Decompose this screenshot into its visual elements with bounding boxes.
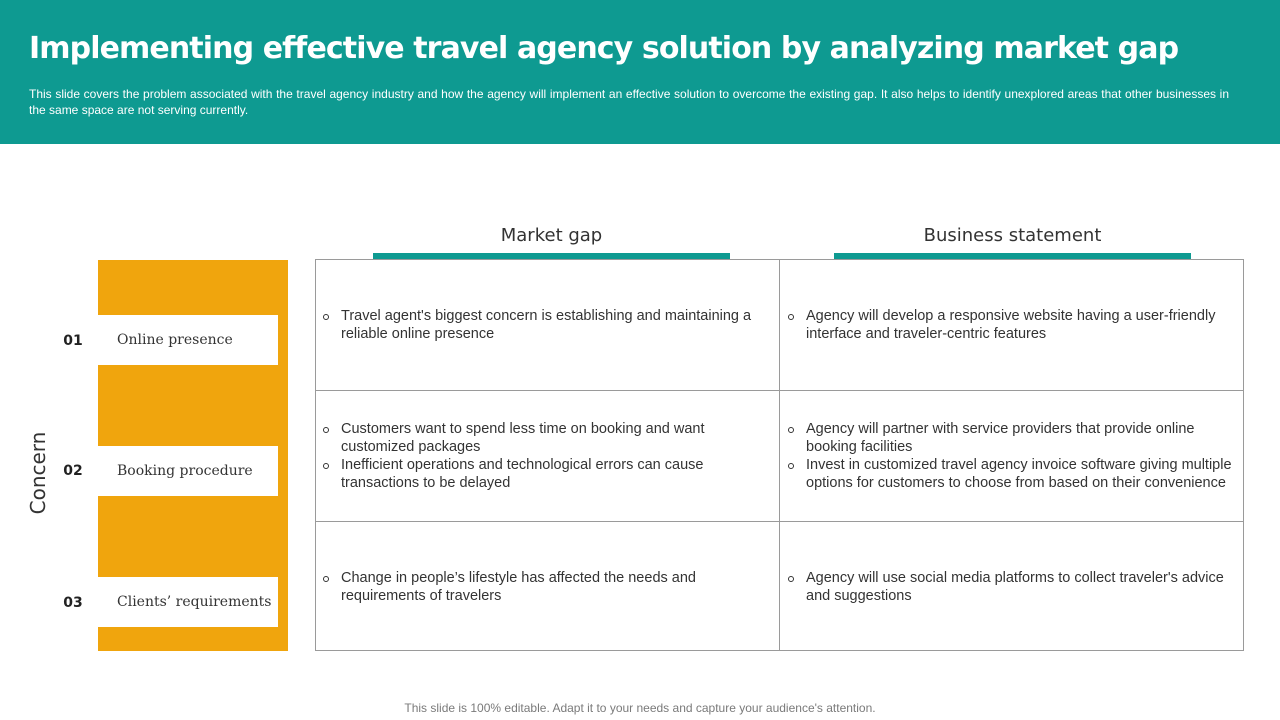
bullet-item: Change in people’s lifestyle has affected the needs and requirements of travelers <box>315 569 759 605</box>
business-statement-cell-2 <box>780 420 1238 492</box>
business-statement-cell-3 <box>780 569 1224 605</box>
market-gap-cell-1 <box>315 307 759 343</box>
bullet-item: Invest in customized travel agency invoice software giving multiple options for customers to choose from based on their convenience <box>780 456 1238 492</box>
bullet-item: Customers want to spend less time on booking and want customized packages <box>315 420 759 456</box>
bullet-item: Agency will partner with service providers that provide online booking facilities <box>780 420 1238 456</box>
page-subtitle: This slide covers the problem associated with the travel agency industry and how the agency will implement an effective solution to overcome the existing gap. It also helps to identify unexplored areas that other businesses in the same space are not serving currently. <box>29 87 1229 117</box>
row-number-02: 02 <box>63 463 83 479</box>
header-banner <box>0 0 1280 144</box>
column-header-market-gap: Market gap <box>500 225 603 246</box>
market-gap-cell-3 <box>315 569 759 605</box>
bullet-item: Travel agent's biggest concern is establishing and maintaining a reliable online presence <box>315 307 759 343</box>
concern-label-clients-requirements: Clients’ requirements <box>117 594 272 610</box>
concern-box-clients-requirements <box>98 577 278 627</box>
row-number-03: 03 <box>63 595 83 611</box>
concern-label-online-presence: Online presence <box>117 332 233 348</box>
table-row-divider <box>315 390 1244 391</box>
table-row-divider <box>315 521 1244 522</box>
row-number-01: 01 <box>63 333 83 349</box>
concern-axis-label: Concern <box>26 431 50 515</box>
business-statement-cell-1 <box>780 307 1224 343</box>
market-gap-cell-2 <box>315 420 759 492</box>
concern-label-booking-procedure: Booking procedure <box>117 463 253 479</box>
page-title: Implementing effective travel agency solution by analyzing market gap <box>29 31 1179 66</box>
column-header-business-statement: Business statement <box>923 225 1102 246</box>
bullet-item: Agency will use social media platforms to collect traveler's advice and suggestions <box>780 569 1224 605</box>
bullet-item: Agency will develop a responsive website having a user-friendly interface and traveler-centric features <box>780 307 1224 343</box>
concern-box-booking-procedure <box>98 446 278 496</box>
footer-note: This slide is 100% editable. Adapt it to your needs and capture your audience's attention. <box>404 701 876 715</box>
bullet-item: Inefficient operations and technological errors can cause transactions to be delayed <box>315 456 759 492</box>
concern-box-online-presence <box>98 315 278 365</box>
